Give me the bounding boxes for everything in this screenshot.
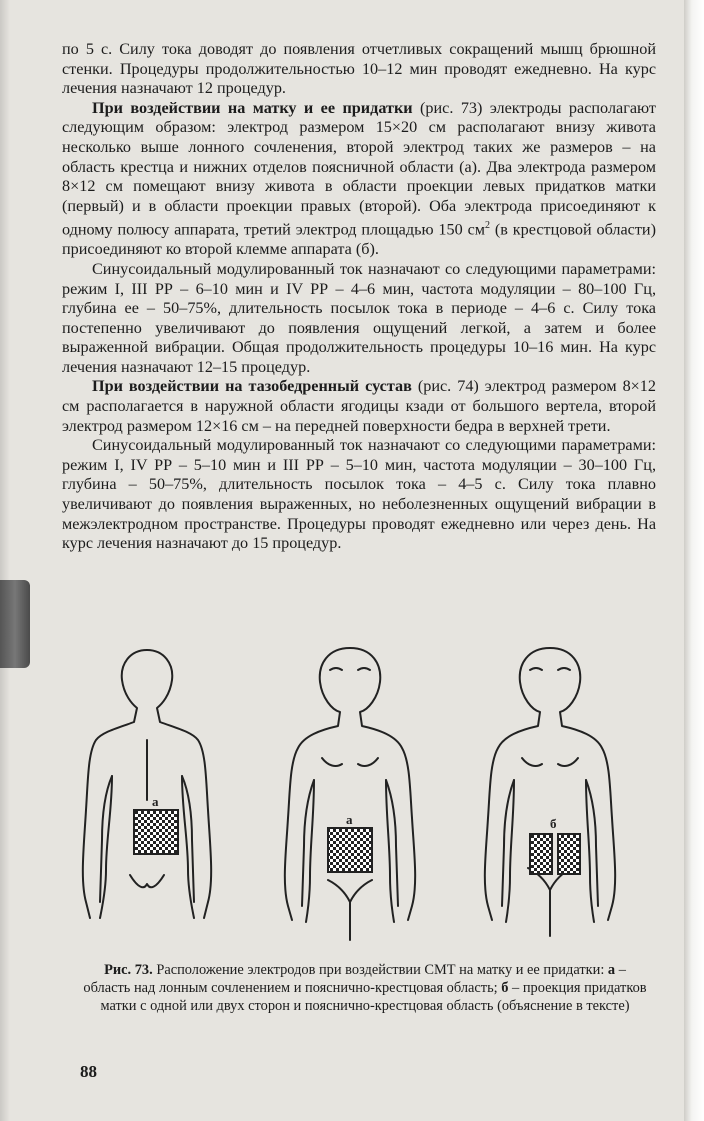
paragraph-2 xyxy=(62,99,656,260)
paragraph-2-text-end: (в крестцовой области) присоединяют ко второй клемме аппарата (б). xyxy=(62,220,656,259)
page-number: 88 xyxy=(80,1062,97,1081)
paragraph-2-superscript: 2 xyxy=(485,220,490,232)
electrode-suprapubic xyxy=(328,828,372,872)
paragraph-4-heading: При воздействии на тазобедренный сустав xyxy=(92,377,412,396)
caption-label: Рис. 73. xyxy=(104,962,153,978)
electrode-placement-drawing xyxy=(72,640,642,958)
paragraph-5-text: Синусоидальный модулированный ток назначают со следующими параметрами: режим I, IV РР – 5–10 мин и III РР – 5–10 мин, частота модуляции – 30–100 Гц, глубина – 50–75%, длительность посылок тока – 4–5 с. Силу тока плавно увеличивают до появления выраженных, но неболезненных ощущений вибрации в межэлектродном пространстве. Процедуры проводят ежедневно или через день. На курс лечения назначают до 15 процедур. xyxy=(62,436,656,553)
paragraph-1 xyxy=(62,40,656,99)
paragraph-3-text: Синусоидальный модулированный ток назначают со следующими параметрами: режим I, III РР – 6–10 мин и IV РР – 4–6 мин, частота модуляции – 80–100 Гц, глубина ее – 50–75%, длительность посылок тока в периоде – 4–6 с. Силу тока постепенно увеличивают до появления ощущений легкой, а затем и более выраженной вибрации. Общая продолжительность процедуры 10–16 мин. На курс лечения назначают 12–15 процедур. xyxy=(62,259,656,376)
page-edge xyxy=(684,0,704,1121)
electrode-right-adnexa xyxy=(558,834,580,874)
caption-b-letter: б xyxy=(501,979,509,996)
back-view-figure xyxy=(83,650,211,918)
label-a-front: а xyxy=(346,812,353,827)
caption-a-text: – область над лонным сочленением и пояснично-крестцовая область; xyxy=(83,962,626,996)
paragraph-3 xyxy=(62,260,656,378)
body-text xyxy=(62,40,656,554)
label-a-back: а xyxy=(152,794,159,809)
caption-a-letter: а xyxy=(607,962,616,978)
paragraph-2-heading: При воздействии на матку и ее придатки xyxy=(92,98,413,117)
figure-73-illustration xyxy=(72,640,642,958)
figure-caption xyxy=(80,962,650,1015)
electrode-sacral xyxy=(134,810,178,854)
page-gutter-shadow xyxy=(0,0,10,1121)
electrode-left-adnexa xyxy=(530,834,552,874)
front-view-figure-a xyxy=(285,648,415,940)
caption-text: Расположение электродов при воздействии СМТ на матку и ее придатки: xyxy=(152,962,608,978)
paragraph-2-text: (рис. 73) электроды располагают следующим образом: электрод размером 15×20 см располагают внизу живота несколько выше лонного сочленения, второй электрод таких же размеров – на область крестца и нижних отделов поясничной области (а). Два электрода размером 8×12 см помещают внизу живота в области проекции левых придатков матки (первый) и в области проекции правых (второй). Оба электрода присоединяют к одному полюсу аппарата, третий электрод площадью 150 см xyxy=(62,98,656,239)
label-b: б xyxy=(550,816,557,831)
bookmark-tab xyxy=(0,580,30,668)
caption-b-text: – проекция придатков матки с одной или двух сторон и пояснично-крестцовая область (объяснение в тексте) xyxy=(100,979,647,1014)
paragraph-4-text: (рис. 74) электрод размером 8×12 см располагается в наружной области ягодицы кзади от большого вертела, второй электрод размером 12×16 см – на передней поверхности бедра в верхней трети. xyxy=(62,377,656,435)
paragraph-5 xyxy=(62,436,656,554)
paragraph-4 xyxy=(62,377,656,436)
paragraph-1-text: по 5 с. Силу тока доводят до появления отчетливых сокращений мышц брюшной стенки. Процедуры продолжительностью 10–12 мин проводят ежедневно. На курс лечения назначают 12 процедур. xyxy=(62,40,656,98)
front-view-figure-b xyxy=(485,648,615,936)
